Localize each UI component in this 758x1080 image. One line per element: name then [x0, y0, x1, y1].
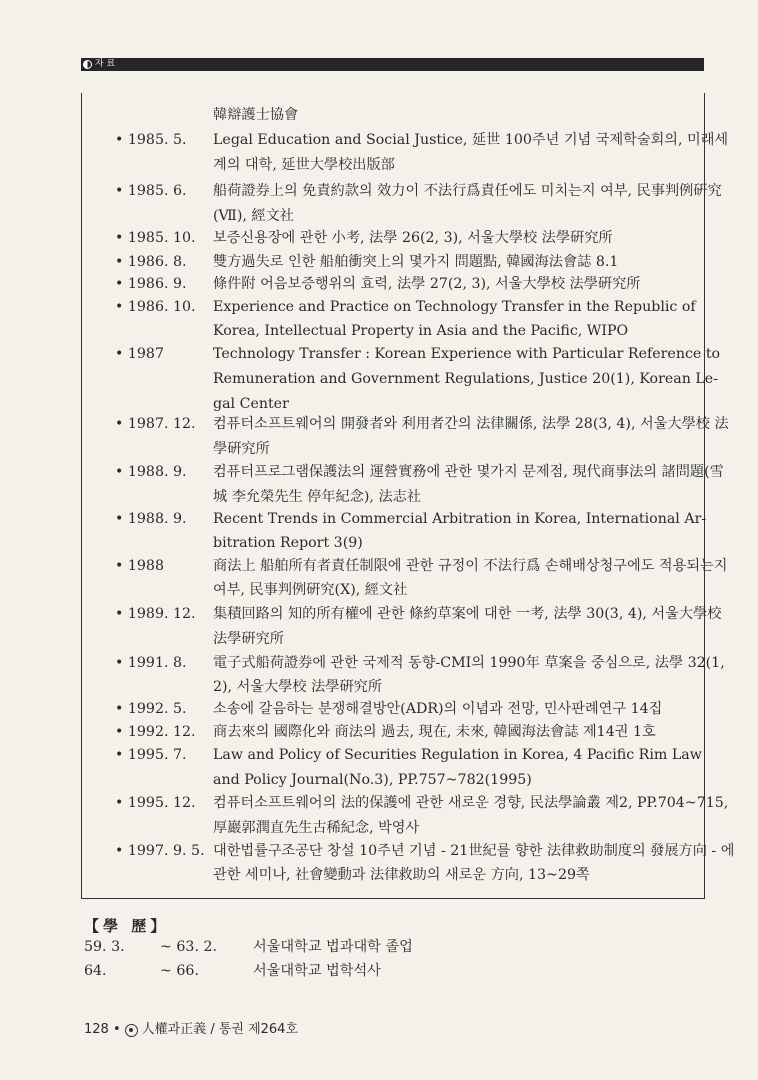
entry-text-line: 2), 서울大學校 法學硏究所: [213, 679, 383, 695]
entry-date: • 1986. 8.: [115, 254, 187, 270]
entry-text-line: 대한법률구조공단 창설 10주년 기념 - 21世紀를 향한 法律救助制度의 發展方向 - 에: [213, 843, 735, 859]
education-title: 【學 歷】: [84, 917, 170, 935]
entry-date: • 1987: [115, 346, 164, 362]
entry-text-line: 컴퓨터프로그램保護法의 運營實務에 관한 몇가지 문제점, 現代商事法의 諸問題(雪: [213, 464, 724, 480]
entry-date: • 1985. 10.: [115, 230, 196, 246]
entry-text-line: 商法上 船舶所有者責任制限에 관한 규정이 不法行爲 손해배상청구에도 적용되는지: [213, 558, 728, 574]
half-circle-icon: [83, 60, 92, 69]
section-header: [83, 58, 115, 71]
entry-text-line: 보증신용장에 관한 小考, 法學 26(2, 3), 서울大學校 法學硏究所: [213, 230, 613, 246]
entry-text-line: bitration Report 3(9): [213, 535, 363, 551]
entry-text-line: gal Center: [213, 396, 289, 412]
section-header-bar: [81, 58, 704, 71]
entry-text-line: 컴퓨터소프트웨어의 開發者와 利用者간의 法律關係, 法學 28(3, 4), 서울大學校 法: [213, 416, 729, 432]
education-to: ~ 63. 2.: [160, 939, 218, 955]
entry-date: • 1991. 8.: [115, 655, 187, 671]
entry-text-line: Experience and Practice on Technology Transfer in the Republic of: [213, 299, 696, 315]
entry-text-line: Technology Transfer : Korean Experience with Particular Reference to: [213, 346, 721, 362]
entry-text-line: and Policy Journal(No.3), PP.757~782(1995): [213, 772, 532, 788]
page-number: 128 •: [84, 1022, 121, 1037]
entry-text-line: Recent Trends in Commercial Arbitration in Korea, International Ar-: [213, 511, 707, 527]
entry-text-line: 集積回路의 知的所有權에 관한 條約草案에 대한 一考, 法學 30(3, 4), 서울大學校: [213, 606, 722, 622]
entry-text-line: 商去來의 國際化와 商法의 過去, 現在, 未來, 韓國海法會誌 제14권 1호: [213, 724, 656, 740]
education-desc: 서울대학교 법학석사: [253, 963, 381, 979]
entry-text-line: 여부, 民事判例硏究(Ⅹ), 經文社: [213, 582, 408, 598]
journal-emblem-icon: [125, 1024, 138, 1037]
entry-text-line: 雙方過失로 인한 船舶衝突上의 몇가지 問題點, 韓國海法會誌 8.1: [213, 254, 619, 270]
education-from: 59. 3.: [84, 939, 125, 955]
entry-text-line: (Ⅶ), 經文社: [213, 208, 294, 224]
entry-text-line: 厚巖郭潤直先生古稀紀念, 박영사: [213, 820, 420, 836]
entry-date: • 1985. 6.: [115, 183, 187, 199]
entry-text-line: 관한 세미나, 社會變動과 法律救助의 새로운 方向, 13~29쪽: [213, 867, 590, 883]
entry-text-line: 法學硏究所: [213, 631, 284, 647]
entry-date: • 1986. 9.: [115, 276, 187, 292]
journal-name: 人權과正義 / 통권 제264호: [141, 1022, 299, 1037]
entry-text-line: 條件附 어음보증행위의 효력, 法學 27(2, 3), 서울大學校 法學硏究所: [213, 276, 641, 292]
entry-text-line: 컴퓨터소프트웨어의 法的保護에 관한 새로운 경향, 民法學論叢 제2, PP.704~715,: [213, 795, 729, 811]
entry-date: • 1997. 9. 5.: [115, 843, 205, 859]
entry-date: • 1985. 5.: [115, 132, 187, 148]
entry-date: • 1986. 10.: [115, 299, 196, 315]
entry-date: • 1992. 12.: [115, 724, 196, 740]
entry-text-line: 城 李允榮先生 停年紀念), 法志社: [213, 489, 422, 505]
entry-text-line: Korea, Intellectual Property in Asia and the Pacific, WIPO: [213, 323, 629, 339]
education-to: ~ 66.: [160, 963, 199, 979]
entry-text-line: 계의 대학, 延世大學校出版部: [213, 157, 395, 173]
entry-text-line: 學硏究所: [213, 441, 270, 457]
entry-date: • 1995. 7.: [115, 747, 187, 763]
entry-text-line: Legal Education and Social Justice, 延世 100주년 기념 국제학술회의, 미래세: [213, 132, 729, 148]
entry-date: • 1988: [115, 558, 164, 574]
education-desc: 서울대학교 법과대학 졸업: [253, 939, 413, 955]
entry-date: • 1992. 5.: [115, 701, 187, 717]
entry-text-line: 電子式船荷證券에 관한 국제적 동향-CMI의 1990年 草案을 중심으로, 法學 32(1,: [213, 655, 725, 671]
entry-text-line: Law and Policy of Securities Regulation in Korea, 4 Pacific Rim Law: [213, 747, 702, 763]
entry-text-line: 船荷證券上의 免責約款의 效力이 不法行爲責任에도 미치는지 여부, 民事判例硏究: [213, 183, 722, 199]
entry-date: • 1989. 12.: [115, 606, 196, 622]
entry-date: • 1988. 9.: [115, 464, 187, 480]
entry-date: • 1988. 9.: [115, 511, 187, 527]
section-header-label: 자 료: [95, 59, 116, 69]
education-from: 64.: [84, 963, 107, 979]
entry-text-line: 韓辯護士協會: [213, 107, 299, 123]
entry-date: • 1987. 12.: [115, 416, 196, 432]
entry-text-line: Remuneration and Government Regulations, Justice 20(1), Korean Le-: [213, 371, 718, 387]
page-footer: [84, 1021, 298, 1039]
entry-date: • 1995. 12.: [115, 795, 196, 811]
entry-text-line: 소송에 갈음하는 분쟁해결방안(ADR)의 이념과 전망, 민사판례연구 14집: [213, 701, 663, 717]
